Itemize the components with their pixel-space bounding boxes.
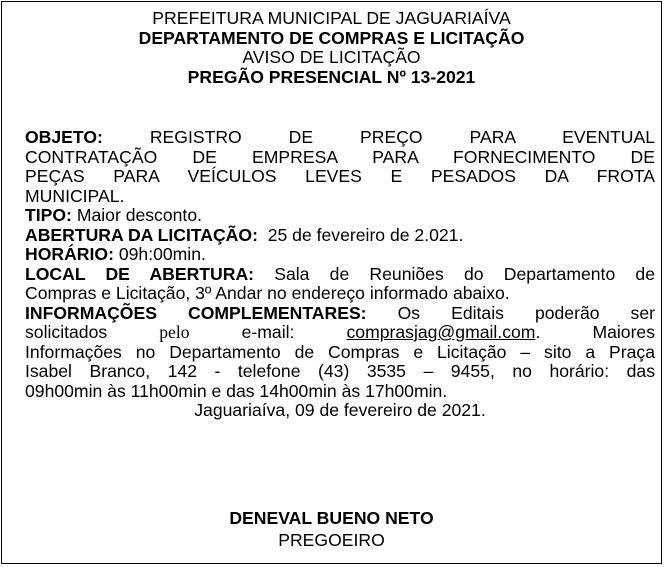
- informacoes-line-2: [25, 323, 655, 343]
- informacoes-text-2c: e-mail:: [241, 322, 295, 342]
- municipality-title: PREFEITURA MUNICIPAL DE JAGUARIAÍVA: [152, 8, 511, 28]
- informacoes-line-5: 09h00min às 11h00min e das 14h00min às 17h00min.: [25, 380, 448, 401]
- local-line-2: Compras e Licitação, 3º Andar no endereço informado abaixo.: [25, 283, 510, 303]
- email-wrap: [346, 322, 540, 342]
- notice-header: [2, 2, 661, 87]
- objeto-section: [25, 128, 655, 206]
- email-link[interactable]: comprasjag@gmail.com: [346, 322, 536, 342]
- tipo-value: Maior desconto.: [76, 205, 202, 225]
- local-section: [25, 265, 655, 304]
- objeto-label: OBJETO:: [25, 127, 103, 147]
- informacoes-text-2b: pelo: [159, 322, 190, 342]
- informacoes-section: [25, 304, 655, 402]
- objeto-line-1: [25, 128, 655, 148]
- tipo-line: [25, 206, 655, 226]
- local-text-1: Sala de Reuniões do Departamento de: [274, 263, 655, 284]
- informacoes-line-1: [25, 304, 655, 324]
- department-title: DEPARTAMENTO DE COMPRAS E LICITAÇÃO: [138, 27, 525, 48]
- informacoes-line-4: Isabel Branco, 142 - telefone (43) 3535 – 9455, no horário: das: [25, 361, 655, 381]
- horario-label: HORÁRIO:: [25, 244, 114, 264]
- horario-value: 09h:00min.: [118, 244, 206, 264]
- horario-line: [25, 245, 655, 265]
- informacoes-label: INFORMAÇÕES COMPLEMENTARES:: [25, 302, 367, 323]
- objeto-line-2: CONTRATAÇÃO DE EMPRESA PARA FORNECIMENTO DE: [25, 146, 655, 167]
- signer-name: DENEVAL BUENO NETO: [229, 508, 434, 528]
- informacoes-text-1: Os Editais poderão ser: [397, 302, 655, 323]
- tipo-label: TIPO:: [25, 205, 72, 225]
- place-date: Jaguariaíva, 09 de fevereiro de 2021.: [194, 400, 486, 420]
- signer-role: PREGOEIRO: [278, 530, 385, 550]
- email-period: .: [535, 322, 541, 342]
- local-label: LOCAL DE ABERTURA:: [25, 263, 255, 284]
- abertura-value: 25 de fevereiro de 2.021.: [267, 224, 464, 245]
- notice-frame: [1, 1, 662, 564]
- informacoes-line-3: Informações no Departamento de Compras e Licitação – sito a Praça: [25, 341, 655, 362]
- objeto-line-3: PEÇAS PARA VEÍCULOS LEVES E PESADOS DA FROTA: [25, 166, 655, 186]
- process-number: PREGÃO PRESENCIAL Nº 13-2021: [187, 66, 476, 87]
- informacoes-text-2a: solicitados: [25, 322, 108, 342]
- objeto-line-4: MUNICIPAL.: [25, 185, 125, 206]
- abertura-line: [25, 226, 655, 246]
- notice-type: AVISO DE LICITAÇÃO: [242, 47, 421, 68]
- abertura-label: ABERTURA DA LICITAÇÃO:: [25, 224, 258, 245]
- signature-block: [2, 507, 661, 551]
- local-line-1: [25, 265, 655, 285]
- objeto-text-1: REGISTRO DE PREÇO PARA EVENTUAL: [149, 127, 656, 147]
- informacoes-text-2e: Maiores: [592, 322, 656, 342]
- notice-body: [25, 128, 655, 421]
